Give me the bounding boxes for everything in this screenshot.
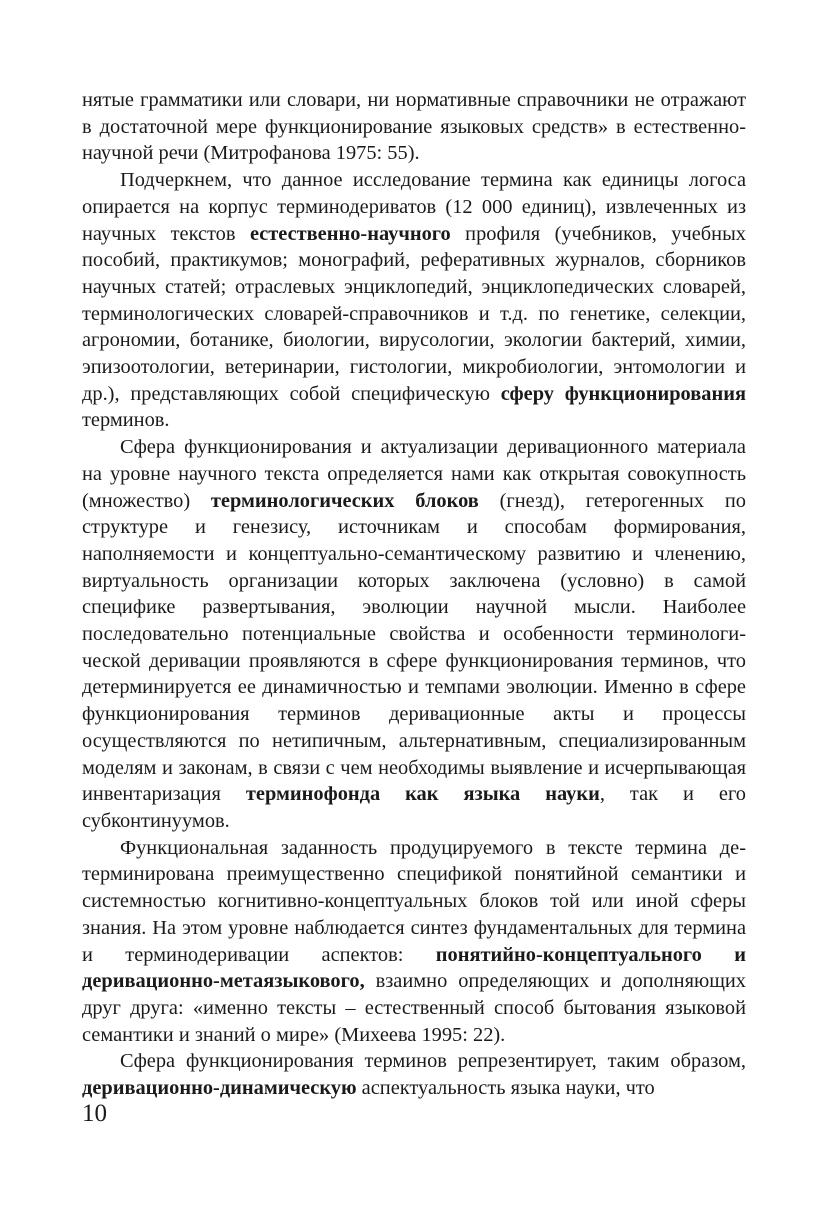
text-run: терминов.: [82, 409, 170, 432]
bold-term: терминофонда как языка науки: [245, 783, 600, 806]
text-run: Функциональная заданность продуцируемого в тексте термина детерминирована преимущественно спецификой понятийной семантики и системностью когнитивно-концептуальных блоков той или иной сферы знания. На этом уровне наблюдается синтез фундаментальных для термина и терминодеривации аспектов:: [82, 836, 746, 966]
paragraph-1: [82, 87, 746, 167]
text-run: аспектуальность языка науки, что: [356, 1077, 655, 1100]
paragraph-2: [82, 167, 746, 434]
text-run: , так и его субконтинуумов.: [82, 783, 746, 832]
page-body: [82, 87, 746, 1102]
text-run: Подчеркнем, что данное исследование термина как единицы логоса опирается на корпус терминодериватов (12 000 единиц), извлеченных из научных текстов: [82, 169, 746, 245]
paragraph-5: [82, 1048, 746, 1101]
bold-term: деривационно-динамическую: [82, 1077, 357, 1100]
text-run: Сфера функционирования терминов репрезентирует, таким образом,: [120, 1050, 746, 1073]
paragraph-4: [82, 835, 746, 1049]
text-run: (гнезд), гетерогенных по структуре и генезису, источникам и способам формирования, наполняемости и концептуально-семантическому развитию и членению, виртуальность организации которых заключена (условно) в самой специфике развертывания, эволюции научной мысли. Наиболее последовательно потенциальные свойства и особенности терминологической деривации проявляются в сфере функционирования терминов, что детерминируется ее динамичностью и темпами эволюции. Именно в сфере функционирования терминов деривационные акты и процессы осуществляются по нетипичным, альтернативным, специализированным моделям и законам, в связи с чем необходимы выявление и исчерпывающая инвентаризация: [82, 489, 746, 806]
paragraph-3: [82, 434, 746, 835]
page-number: 10: [82, 1100, 107, 1127]
bold-term: естественно-научного: [249, 222, 451, 245]
bold-term: терминологических блоков: [210, 489, 479, 512]
text-run: нятые грамматики или словари, ни нормативные справочники не отражают в достаточной мере функционирование языковых средств» в естественно-научной речи (Митрофанова 1975: 55).: [82, 89, 746, 165]
text-run: Сфера функционирования и актуализации деривационного материала на уровне научного текста определяется нами как открытая совокупность (множество): [82, 436, 746, 512]
bold-term: понятийно-концептуального и деривационно-метаязыкового,: [82, 943, 747, 993]
bold-term: сферу функционирования: [500, 382, 746, 405]
text-run: профиля (учебников, учебных пособий, практикумов; монографий, реферативных журналов, сборников научных статей; отраслевых энциклопедий, энциклопедических словарей, терминологических словарей-справочников и т.д. по генетике, селекции, агрономии, ботанике, биологии, вирусологии, экологии бактерий, химии, эпизоотологии, ветеринарии, гистологии, микробиологии, энтомологии и др.), представляющих собой специфическую: [82, 222, 746, 405]
text-run: взаимно определяющих и дополняющих друг друга: «именно тексты – естественный способ бытования языковой семантики и знаний о мире» (Михеева 1995: 22).: [82, 970, 746, 1046]
